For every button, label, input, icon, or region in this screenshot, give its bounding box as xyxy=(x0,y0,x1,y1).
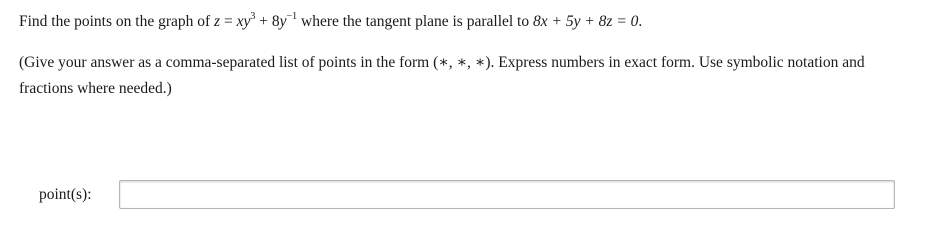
question-text xyxy=(19,12,642,32)
eq-equals: = xyxy=(220,13,237,30)
eq-plus-8: + 8 xyxy=(255,13,280,30)
question-middle: where the tangent plane is parallel to xyxy=(297,13,533,30)
answer-instructions: (Give your answer as a comma-separated list of points in the form (∗, ∗, ∗). Express numbers in exact form. Use symbolic notation and fractions where needed.) xyxy=(19,54,865,97)
points-answer-input[interactable] xyxy=(119,180,895,209)
eq-y-2: y xyxy=(279,13,287,30)
answer-row xyxy=(39,180,895,209)
eq-y: y xyxy=(243,13,251,30)
plane-equation: 8x + 5y + 8z = 0 xyxy=(533,13,639,30)
equation xyxy=(214,13,297,30)
eq-x: x xyxy=(236,13,244,30)
question-prefix: Find the points on the graph of xyxy=(19,13,215,30)
question-end: . xyxy=(638,13,643,30)
answer-label: point(s): xyxy=(39,185,92,203)
eq-exponent-3: 3 xyxy=(250,11,256,22)
eq-exponent-neg1: −1 xyxy=(286,11,298,22)
eq-z: z xyxy=(214,13,221,30)
